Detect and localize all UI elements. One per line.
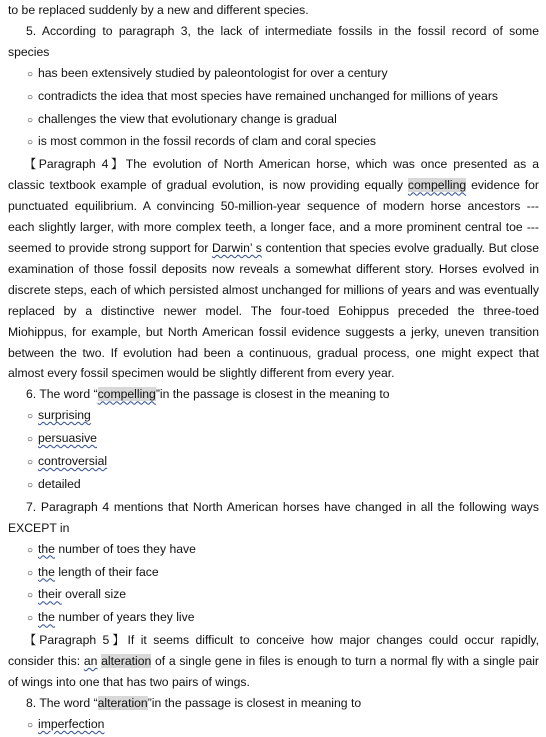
radio-circle-icon[interactable]: ○ (27, 434, 34, 446)
question-7-cont: EXCEPT in (8, 520, 70, 535)
radio-circle-icon[interactable]: ○ (27, 411, 34, 423)
highlighted-word: alteration (101, 654, 152, 669)
q5-option-b[interactable]: ○ contradicts the idea that most species have remained unchanged for millions of years (8, 86, 539, 109)
radio-circle-icon[interactable]: ○ (27, 590, 34, 602)
paragraph-4-line: Miohippus, for example, but North American fossil evidence suggests a jerky, uneven transition (8, 324, 539, 339)
radio-circle-icon[interactable]: ○ (27, 114, 34, 126)
paragraph-5-line: of wings into one that has two pairs of wings. (8, 675, 250, 690)
q6-option-d[interactable]: ○ detailed (8, 474, 539, 497)
paragraph-4-line: between the two. If evolution had been a continuous, gradual process, one might expect that (8, 345, 539, 360)
radio-circle-icon[interactable]: ○ (27, 613, 34, 625)
paragraph-5-line: 【Paragraph 5】If it seems difficult to conceive how major changes could occur rapidly, (24, 633, 539, 648)
question-5-cont: species (8, 44, 50, 59)
radio-circle-icon[interactable]: ○ (27, 719, 34, 731)
q6-option-c[interactable]: ○ controversial (8, 451, 539, 474)
paragraph-4-line: each slightly larger, with more complex teeth, a longer face, and a more prominent central toe --- (8, 220, 539, 235)
underlined-word: Darwin’ s (211, 240, 262, 255)
q6-option-a[interactable]: ○ surprising (8, 405, 539, 428)
paragraph-4-line: replaced by a distinctive newer model. The four-toed Eohippus preceded the three-toed (8, 303, 539, 318)
q5-option-c[interactable]: ○ challenges the view that evolutionary change is gradual (8, 109, 539, 132)
q7-option-b[interactable]: ○ the length of their face (8, 562, 539, 585)
question-6: 6. The word “compelling”in the passage is closest in the meaning to (26, 387, 390, 402)
q5-option-d[interactable]: ○ is most common in the fossil records of clam and coral species (8, 131, 539, 154)
question-5: 5. According to paragraph 3, the lack of intermediate fossils in the fossil record of some (26, 23, 539, 38)
q5-option-a[interactable]: ○ has been extensively studied by paleontologist for over a century (8, 63, 539, 86)
q8-option-a[interactable]: ○ imperfection (8, 714, 539, 737)
text-line: to be replaced suddenly by a new and different species. (8, 3, 309, 17)
question-7: 7. Paragraph 4 mentions that North American horses have changed in all the following ways (26, 499, 539, 514)
paragraph-4-line: seemed to provide strong support for Darwin’ s contention that species evolve gradually. But close (8, 240, 539, 255)
radio-circle-icon[interactable]: ○ (27, 137, 34, 149)
radio-circle-icon[interactable]: ○ (27, 91, 34, 103)
underlined-word: an (83, 654, 98, 669)
radio-circle-icon[interactable]: ○ (27, 544, 34, 556)
radio-circle-icon[interactable]: ○ (27, 457, 34, 469)
paragraph-5-line: consider this: an alteration of a single gene in files is enough to turn a normal fly with a single pair (8, 654, 539, 669)
q7-option-d[interactable]: ○ the number of years they live (8, 607, 539, 630)
highlighted-word: compelling (407, 178, 467, 193)
radio-circle-icon[interactable]: ○ (27, 479, 34, 491)
paragraph-4-line: punctuated equilibrium. A convincing 50-million-year sequence of modern horse ancestors --- (8, 199, 539, 214)
q7-option-a[interactable]: ○ the number of toes they have (8, 539, 539, 562)
paragraph-4-line: examination of those fossil deposits now reveals a somewhat different story. Horses evolved in (8, 261, 539, 276)
paragraph-4-line: 【Paragraph 4】The evolution of North American horse, which was once presented as a (24, 157, 539, 172)
radio-circle-icon[interactable]: ○ (27, 567, 34, 579)
q7-option-c[interactable]: ○ their overall size (8, 584, 539, 607)
question-8: 8. The word “alteration”in the passage is closest in meaning to (26, 696, 362, 710)
paragraph-4-line: almost every fossil specimen would be slightly different from every year. (8, 366, 395, 381)
highlighted-word: alteration (97, 696, 148, 710)
paragraph-4-line: classic textbook example of gradual evolution, is now providing equally compelling evidence for (8, 178, 539, 193)
highlighted-word: compelling (97, 387, 156, 402)
q6-option-b[interactable]: ○ persuasive (8, 428, 539, 451)
radio-circle-icon[interactable]: ○ (27, 68, 34, 80)
paragraph-4-line: discrete steps, each of which persisted almost unchanged for millions of years and was eventually (8, 282, 539, 297)
